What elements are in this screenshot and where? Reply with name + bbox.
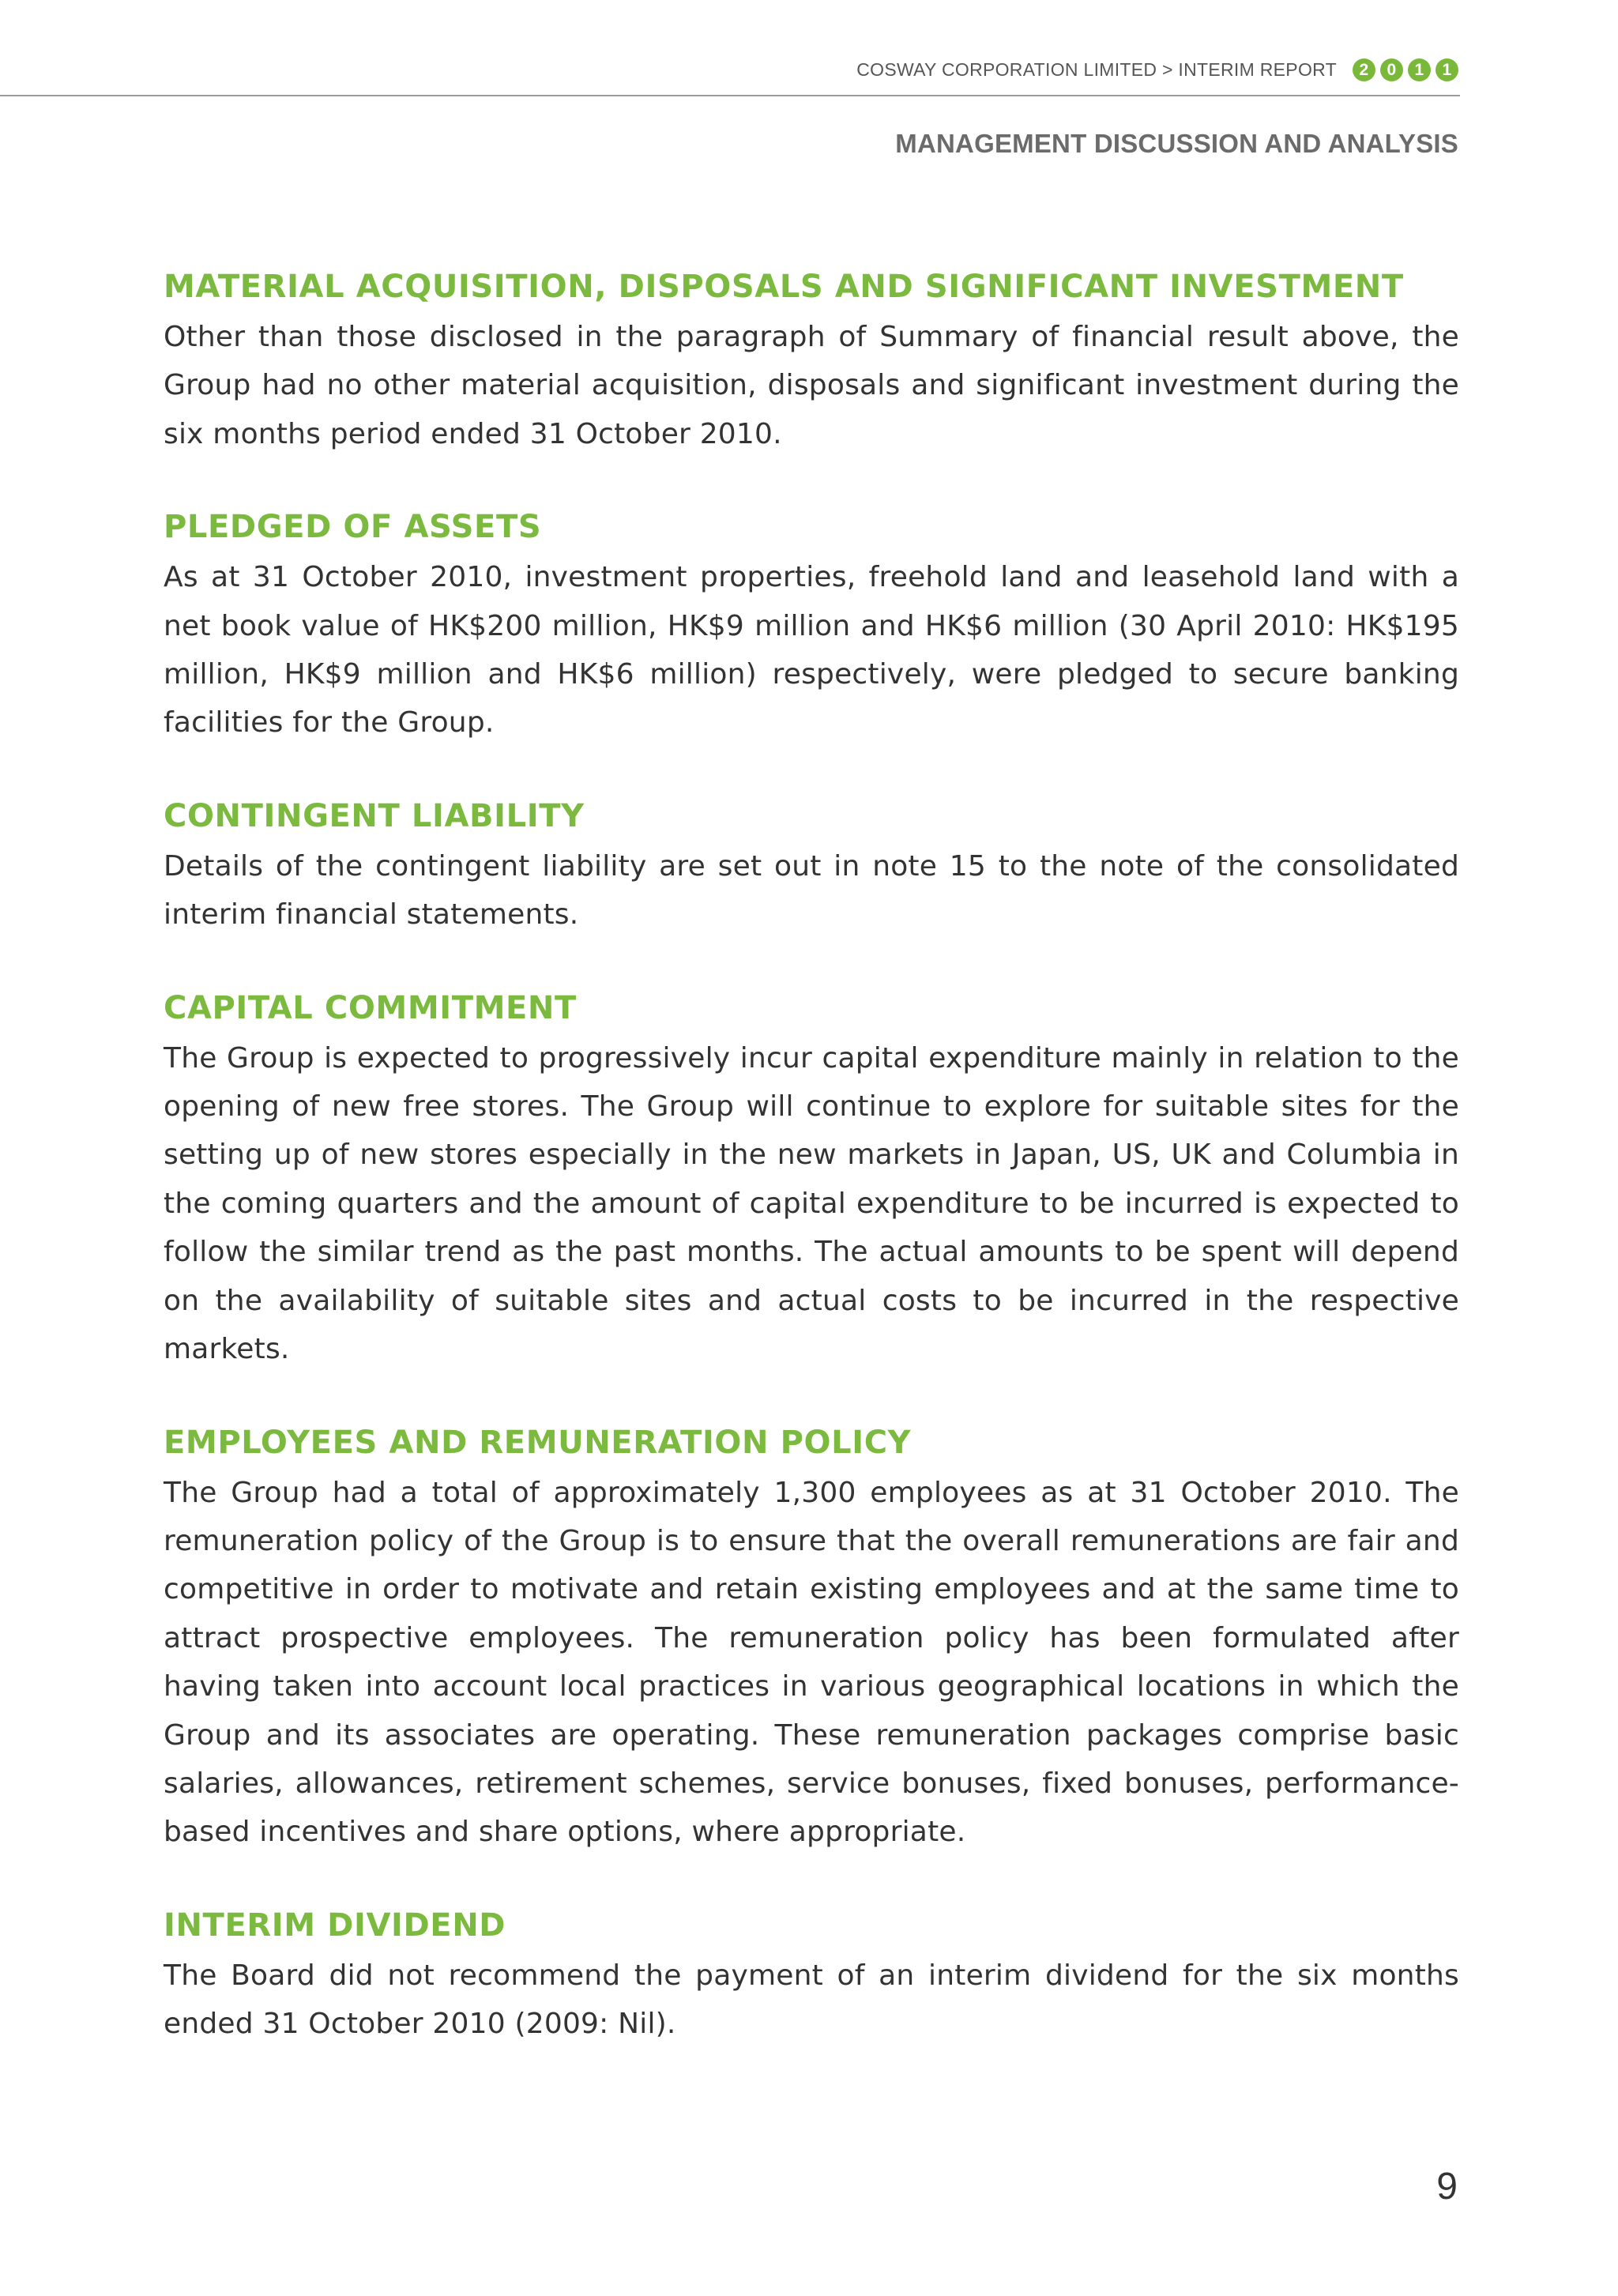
section-body: As at 31 October 2010, investment properties, freehold land and leasehold land with a net book value of HK$200 million, HK$9 million and HK$6 million (30 April 2010: HK$195 million, HK$9 million and HK$6 million) respectively, were pledged to secure banking facilities for the Group.: [164, 561, 1459, 740]
section-capital-commitment: [164, 987, 1459, 1374]
section-heading: INTERIM DIVIDEND: [164, 1906, 506, 1944]
section-interim-dividend: [164, 1904, 1459, 2049]
year-badge-group: [1353, 58, 1458, 81]
section-heading: PLEDGED OF ASSETS: [164, 509, 542, 546]
section-contingent-liability: [164, 795, 1459, 939]
section-heading: EMPLOYEES AND REMUNERATION POLICY: [164, 1424, 912, 1461]
section-heading: MATERIAL ACQUISITION, DISPOSALS AND SIGNIFICANT INVESTMENT: [164, 269, 1404, 305]
section-body: Other than those disclosed in the paragraph of Summary of financial result above, the Group had no other material acquisition, disposals and significant investment during the six months period ended 31 October 2010.: [164, 321, 1459, 450]
section-body: The Group is expected to progressively incur capital expenditure mainly in relation to the opening of new free stores. The Group will continue to explore for suitable sites for the setting up of new stores especially in the new markets in Japan, US, UK and Columbia in the coming quarters and the amount of capital expenditure to be incurred is expected to follow the similar trend as the past months. The actual amounts to be spent will depend on the availability of suitable sites and actual costs to be incurred in the respective markets.: [164, 1041, 1459, 1366]
page-header: [0, 0, 1618, 103]
section-material-acquisition: [164, 265, 1459, 458]
running-head-text: COSWAY CORPORATION LIMITED > INTERIM REPORT: [856, 59, 1337, 80]
section-heading: CAPITAL COMMITMENT: [164, 989, 577, 1026]
year-digit-badge: 0: [1380, 58, 1403, 81]
section-pledged-assets: [164, 506, 1459, 747]
year-digit-badge: 2: [1353, 58, 1375, 81]
year-digit-badge: 1: [1408, 58, 1431, 81]
main-content: [164, 265, 1459, 2096]
year-digit-badge: 1: [1436, 58, 1458, 81]
section-body: The Board did not recommend the payment of an interim dividend for the six months ended 31 October 2010 (2009: Nil).: [164, 1959, 1459, 2041]
section-employees-remuneration: [164, 1421, 1459, 1857]
running-head: [856, 58, 1458, 81]
section-heading: CONTINGENT LIABILITY: [164, 797, 585, 834]
header-divider: [0, 95, 1460, 96]
page-section-title: MANAGEMENT DISCUSSION AND ANALYSIS: [895, 129, 1458, 158]
section-body: The Group had a total of approximately 1,300 employees as at 31 October 2010. The remuneration policy of the Group is to ensure that the overall remunerations are fair and competitive in order to motivate and retain existing employees and at the same time to attract prospective employees. The remuneration policy has been formulated after having taken into account local practices in various geographical locations in which the Group and its associates are operating. These remuneration packages comprise basic salaries, allowances, retirement schemes, service bonuses, fixed bonuses, performance-based incentives and share options, where appropriate.: [164, 1476, 1459, 1849]
page-number: 9: [1436, 2166, 1458, 2208]
section-body: Details of the contingent liability are set out in note 15 to the note of the consolidated interim financial statements.: [164, 849, 1459, 932]
